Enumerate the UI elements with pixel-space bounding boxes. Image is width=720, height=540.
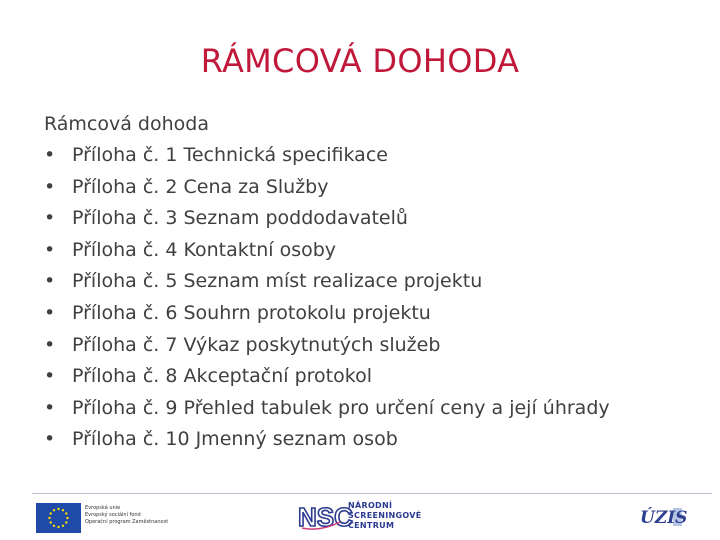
list-item-text: Příloha č. 7 Výkaz poskytnutých služeb [72,333,441,356]
list-item-text: Příloha č. 4 Kontaktní osoby [72,238,337,261]
lead-heading: Rámcová dohoda [44,113,209,135]
eu-logo-text: Evropská unie Evropský sociální fond Operační program Zaměstnanost [85,505,169,525]
eu-flag-icon [36,503,81,533]
bullet-icon: • [44,333,56,356]
list-item-text: Příloha č. 8 Akceptační protokol [72,365,372,388]
bullet-icon: • [44,301,56,324]
list-item [44,266,704,298]
attachment-list [44,140,704,456]
bullet-icon: • [44,207,56,230]
list-item-text: Příloha č. 5 Seznam míst realizace projektu [72,270,483,293]
list-item-text: Příloha č. 6 Souhrn protokolu projektu [72,301,431,324]
page-title: RÁMCOVÁ DOHODA [200,42,520,80]
list-item [44,203,704,235]
list-item-text: Příloha č. 2 Cena za Služby [72,175,329,198]
list-item [44,361,704,393]
list-item [44,330,704,362]
bullet-icon: • [44,365,56,388]
list-item-text: Příloha č. 10 Jmenný seznam osob [72,428,398,451]
bullet-icon: • [44,396,56,419]
nsc-logo-icon [296,500,353,532]
bullet-icon: • [44,238,56,261]
list-item [44,424,704,456]
list-item [44,393,704,425]
bullet-icon: • [44,270,56,293]
list-item [44,298,704,330]
content-area [44,109,704,456]
bullet-icon: • [44,175,56,198]
list-item [44,235,704,267]
nsc-logo-text: NÁRODNÍ SCREENINGOVÉ CENTRUM [348,501,422,530]
list-item-text: Příloha č. 1 Technická specifikace [72,144,388,166]
list-item [44,140,704,172]
list-item-text: Příloha č. 3 Seznam poddodavatelů [72,207,408,230]
list-item-text: Příloha č. 9 Přehled tabulek pro určení ceny a její úhrady [72,396,610,419]
uzis-logo: ÚZIS [640,508,688,528]
footer-divider [32,493,712,494]
bullet-icon: • [44,144,56,166]
list-item [44,172,704,204]
svg-text:NSC: NSC [298,502,353,532]
bullet-icon: • [44,428,56,451]
